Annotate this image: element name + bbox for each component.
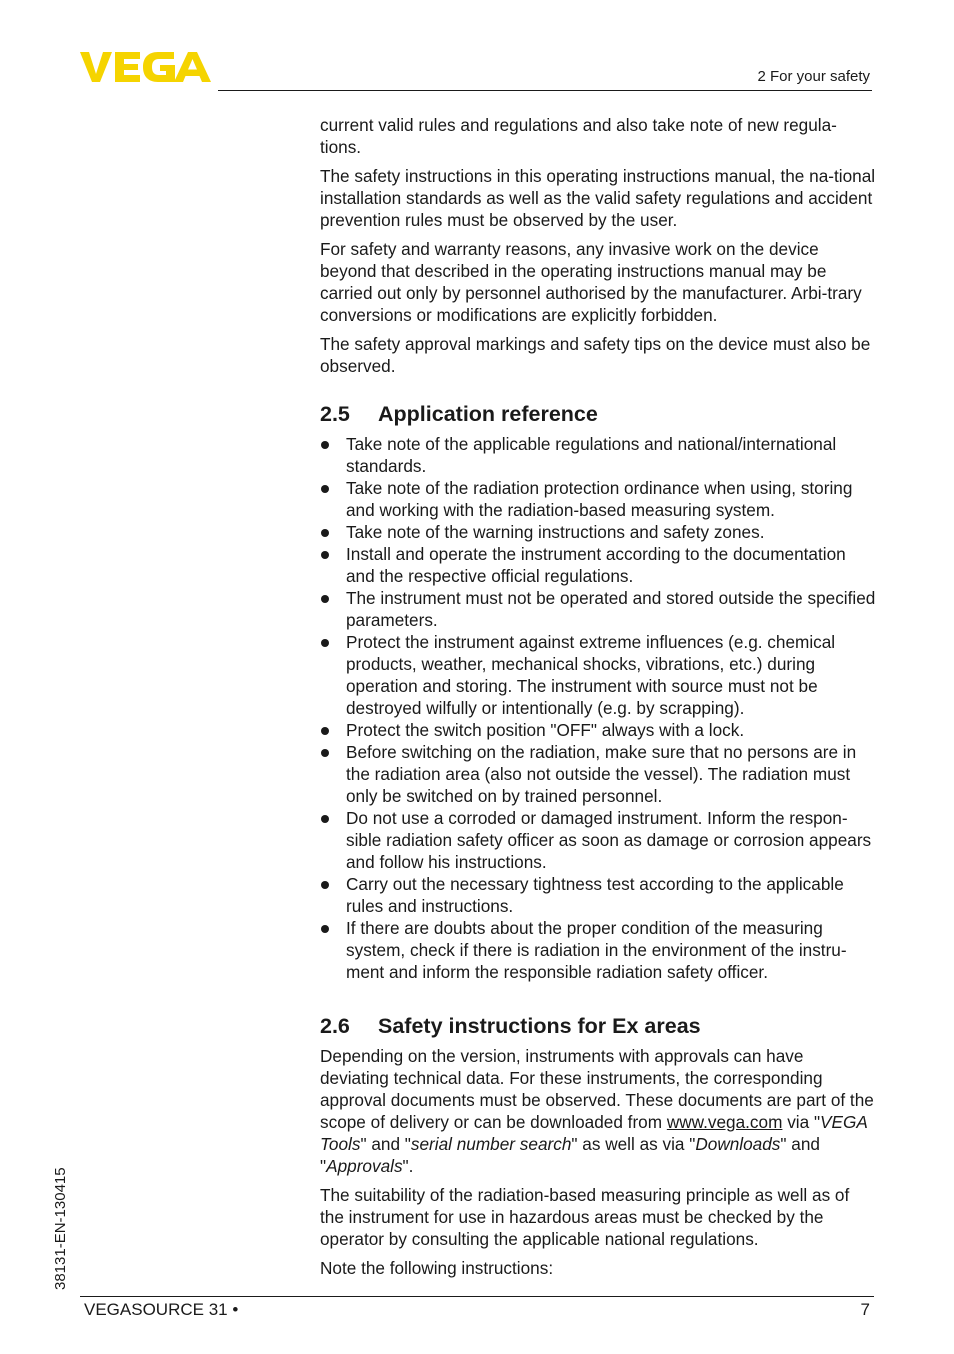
footer-divider	[80, 1296, 874, 1297]
bullet-icon	[321, 749, 329, 757]
ex-areas-paragraph	[320, 1045, 876, 1177]
list-item-text: Carry out the necessary tightness test according to the applicable rules and instructions.	[346, 874, 844, 916]
ex-areas-paragraph: The suitability of the radiation-based measuring principle as well as of the instrument for use in hazardous areas must be checked by the operator by consulting the applicable national regulations.	[320, 1185, 850, 1249]
intro-paragraph: For safety and warranty reasons, any invasive work on the device beyond that described in the operating instructions manual may be carried out only by personnel authorised by the manufacturer. Arbi-trary conversions or modifications are explicitly forbidden.	[320, 239, 862, 325]
section-number: 2.6	[320, 1014, 350, 1038]
header-section-title: 2 For your safety	[757, 68, 870, 85]
section-heading-ex-areas	[320, 1013, 876, 1039]
section-title: Application reference	[378, 402, 598, 426]
vega-website-link[interactable]: www.vega.com	[666, 1112, 783, 1132]
list-item-text: Protect the switch position "OFF" always with a lock.	[346, 720, 745, 740]
application-reference-list	[320, 433, 876, 983]
emphasis-text: VEGA Tools	[320, 1112, 868, 1154]
text-run: via "	[782, 1112, 821, 1132]
list-item	[320, 587, 876, 631]
list-item	[320, 741, 876, 807]
vega-logo	[80, 50, 212, 84]
document-code: 38131-EN-130415	[52, 1167, 69, 1290]
bullet-icon	[321, 925, 329, 933]
emphasis-text: serial number search	[410, 1134, 572, 1154]
text-run: " as well as via "	[571, 1134, 696, 1154]
list-item-text: Before switching on the radiation, make sure that no persons are in the radiation area (also not outside the vessel). The radiation must only be switched on by trained personnel.	[346, 742, 857, 806]
bullet-icon	[321, 639, 329, 647]
intro-paragraph: current valid rules and regulations and also take note of new regula-tions.	[320, 115, 837, 157]
footer-product-name: VEGASOURCE 31 •	[84, 1300, 239, 1319]
list-item-text: Take note of the applicable regulations and national/international standards.	[346, 434, 837, 476]
text-run: " and "	[360, 1134, 411, 1154]
bullet-icon	[321, 881, 329, 889]
intro-paragraph: The safety approval markings and safety tips on the device must also be observed.	[320, 334, 871, 376]
list-item	[320, 433, 876, 477]
list-item	[320, 917, 876, 983]
list-item-text: Take note of the warning instructions and safety zones.	[346, 522, 765, 542]
bullet-icon	[321, 551, 329, 559]
page-content	[320, 114, 876, 1286]
page-number: 7	[860, 1300, 870, 1319]
bullet-icon	[321, 485, 329, 493]
bullet-icon	[321, 727, 329, 735]
bullet-icon	[321, 529, 329, 537]
list-item	[320, 807, 876, 873]
section-number: 2.5	[320, 402, 350, 426]
emphasis-text: Approvals	[326, 1156, 403, 1176]
list-item	[320, 477, 876, 521]
list-item-text: Protect the instrument against extreme influences (e.g. chemical products, weather, mechanical shocks, vibrations, etc.) during operation and storing. The instrument with source must not be destroyed wilfully or intentionally (e.g. by scrapping).	[346, 632, 836, 718]
header-divider	[218, 90, 872, 91]
bullet-icon	[321, 595, 329, 603]
text-run: Depending on the version, instruments with approvals can have deviating technical data. For these instruments, the corresponding approval documents must be observed. These documents are part of the scope of delivery or can be downloaded from	[320, 1046, 874, 1132]
text-run: " and "	[320, 1134, 820, 1176]
emphasis-text: Downloads	[695, 1134, 781, 1154]
list-item-text: Install and operate the instrument according to the documentation and the respective official regulations.	[346, 544, 846, 586]
list-item-text: The instrument must not be operated and stored outside the specified parameters.	[346, 588, 876, 630]
list-item-text: If there are doubts about the proper condition of the measuring system, check if there is radiation in the environment of the instru-ment and inform the responsible radiation safety officer.	[346, 918, 847, 982]
section-heading-application-reference	[320, 401, 876, 427]
list-item	[320, 631, 876, 719]
list-item-text: Do not use a corroded or damaged instrument. Inform the respon-sible radiation safety officer as soon as damage or corrosion appears and follow his instructions.	[346, 808, 872, 872]
list-item-text: Take note of the radiation protection ordinance when using, storing and working with the radiation-based measuring system.	[346, 478, 853, 520]
bullet-icon	[321, 815, 329, 823]
text-run: ".	[402, 1156, 414, 1176]
section-title: Safety instructions for Ex areas	[378, 1014, 701, 1038]
ex-areas-paragraph: Note the following instructions:	[320, 1258, 554, 1278]
list-item	[320, 719, 876, 741]
list-item	[320, 521, 876, 543]
intro-paragraph: The safety instructions in this operating instructions manual, the na-tional installation standards as well as the valid safety regulations and accident prevention rules must be observed by the user.	[320, 166, 876, 230]
list-item	[320, 543, 876, 587]
bullet-icon	[321, 441, 329, 449]
list-item	[320, 873, 876, 917]
